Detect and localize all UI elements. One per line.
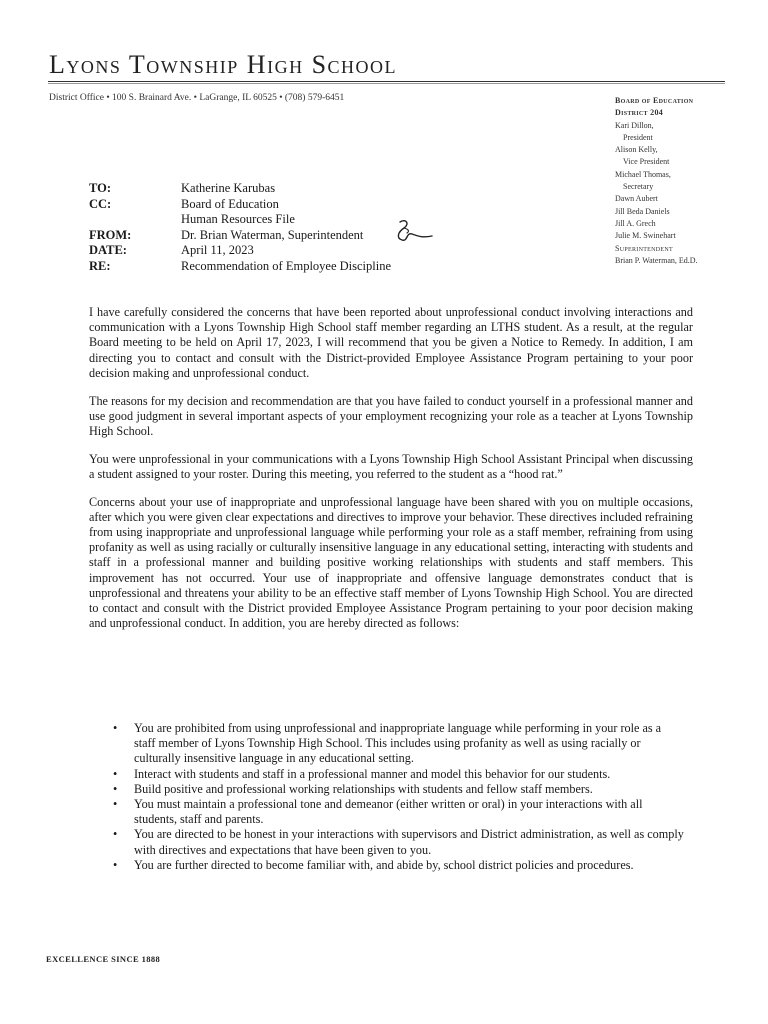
board-member-title: President bbox=[623, 132, 653, 142]
letter-body bbox=[89, 305, 693, 644]
directives-list bbox=[113, 721, 685, 873]
footer-motto: EXCELLENCE SINCE 1888 bbox=[46, 954, 161, 964]
board-member: Alison Kelly, bbox=[615, 145, 658, 155]
board-member-title: Vice President bbox=[623, 157, 670, 167]
superintendent-name: Brian P. Waterman, Ed.D. bbox=[615, 255, 698, 265]
directive-item bbox=[113, 827, 685, 857]
superintendent-heading: Superintendent bbox=[615, 243, 673, 253]
board-member: Kari Dillon, bbox=[615, 120, 654, 130]
memo-re-value: Recommendation of Employee Discipline bbox=[181, 258, 392, 273]
memo-from-label: FROM: bbox=[89, 227, 132, 242]
memo-cc-label: CC: bbox=[89, 196, 112, 211]
body-paragraph: Concerns about your use of inappropriate and unprofessional language have been shared with you on multiple occasions, after which you were given clear expectations and directives to improve your behavior. These directives included refraining from using inappropriate and unprofessional language while performing your role as a staff member, refraining from using profanity as well as using racially or culturally insensitive language in any educational setting, interacting with students and staff in a professional manner and building positive working relationships with students and staff members. This improvement has not occurred. Your use of inappropriate and offensive language demonstrates conduct that is unprofessional and threatens your ability to be an effective staff member of Lyons Township High School. You are directed to contact and consult with the District provided Employee Assistance Program pertaining to your poor decision making and unprofessional conduct. In addition, you are hereby directed as follows: bbox=[89, 494, 693, 631]
letterhead-rule-thin bbox=[48, 83, 725, 84]
body-paragraph: I have carefully considered the concerns that have been reported about unprofessional conduct involving interactions and communication with a Lyons Township High School staff member regarding an LTHS student. As a result, at the regular Board meeting to be held on April 17, 2023, I will recommend that you be given a Notice to Remedy. In addition, I am directing you to contact and consult with the District-provided Employee Assistance Program pertaining to your poor decision making and unprofessional conduct. bbox=[89, 305, 693, 380]
directive-item bbox=[113, 797, 685, 827]
board-member: Julie M. Swinehart bbox=[615, 231, 676, 241]
memo-date-value: April 11, 2023 bbox=[181, 243, 254, 257]
board-member-title: Secretary bbox=[623, 182, 654, 192]
bullet-icon: • bbox=[113, 721, 118, 735]
memo-to-value: Katherine Karubas bbox=[181, 181, 276, 195]
memo-date-row bbox=[89, 243, 391, 259]
board-of-education-list bbox=[615, 95, 755, 267]
letterhead-rule bbox=[48, 81, 725, 82]
memo-header bbox=[89, 181, 391, 274]
memo-to-row bbox=[89, 181, 391, 197]
memo-cc2-value: Human Resources File bbox=[181, 212, 295, 226]
memo-cc2-row bbox=[89, 212, 391, 228]
memo-re-row bbox=[89, 259, 391, 275]
memo-to-label: TO: bbox=[89, 181, 111, 195]
district-number: District 204 bbox=[615, 108, 664, 118]
directive-item bbox=[113, 721, 685, 767]
memo-from-value: Dr. Brian Waterman, Superintendent bbox=[181, 227, 364, 242]
signature-mark-icon bbox=[392, 218, 434, 246]
directive-text: You are prohibited from using unprofessional and inappropriate language while performing in your role as a staff member of Lyons Township High School. This includes using profanity as well as using racially or culturally insensitive language in any educational setting. bbox=[134, 721, 662, 766]
board-member: Jill A. Grech bbox=[615, 218, 656, 228]
bullet-icon: • bbox=[113, 797, 118, 812]
board-heading: Board of Education bbox=[615, 96, 694, 105]
memo-cc2-spacer bbox=[89, 212, 181, 228]
directive-text: You must maintain a professional tone and demeanor (either written or oral) in your interactions with all students, staff and parents. bbox=[134, 797, 643, 827]
body-paragraph: The reasons for my decision and recommendation are that you have failed to conduct yourself in a professional manner and use good judgment in several important aspects of your employment recognizing your role as a teacher at Lyons Township High School. bbox=[89, 393, 693, 438]
body-paragraph: You were unprofessional in your communications with a Lyons Township High School Assistant Principal when discussing a student assigned to your roster. During this meeting, you referred to the student as a “hood rat.” bbox=[89, 451, 693, 481]
bullet-icon: • bbox=[113, 766, 118, 781]
memo-cc-row bbox=[89, 197, 391, 213]
directive-text: You are further directed to become familiar with, and abide by, school district policies and procedures. bbox=[134, 857, 634, 872]
district-address: District Office • 100 S. Brainard Ave. • LaGrange, IL 60525 • (708) 579-6451 bbox=[49, 93, 345, 103]
school-name: Lyons Township High School bbox=[49, 50, 398, 79]
board-member: Jill Beda Daniels bbox=[615, 206, 670, 216]
memo-date-label: DATE: bbox=[89, 243, 127, 257]
bullet-icon: • bbox=[113, 781, 118, 796]
memo-cc-value: Board of Education bbox=[181, 196, 279, 211]
directive-item bbox=[113, 767, 685, 782]
directive-text: Interact with students and staff in a professional manner and model this behavior for our students. bbox=[134, 766, 611, 781]
board-member: Dawn Aubert bbox=[615, 194, 658, 204]
memo-re-label: RE: bbox=[89, 258, 111, 273]
bullet-icon: • bbox=[113, 857, 118, 872]
directive-text: Build positive and professional working relationships with students and fellow staff members. bbox=[134, 781, 593, 796]
directive-item bbox=[113, 782, 685, 797]
memo-from-row bbox=[89, 228, 391, 244]
board-member: Michael Thomas, bbox=[615, 169, 671, 179]
directive-item bbox=[113, 858, 685, 873]
directive-text: You are directed to be honest in your interactions with supervisors and District administration, as well as comply with directives and expectations that have been given to you. bbox=[134, 827, 684, 857]
bullet-icon: • bbox=[113, 827, 118, 842]
